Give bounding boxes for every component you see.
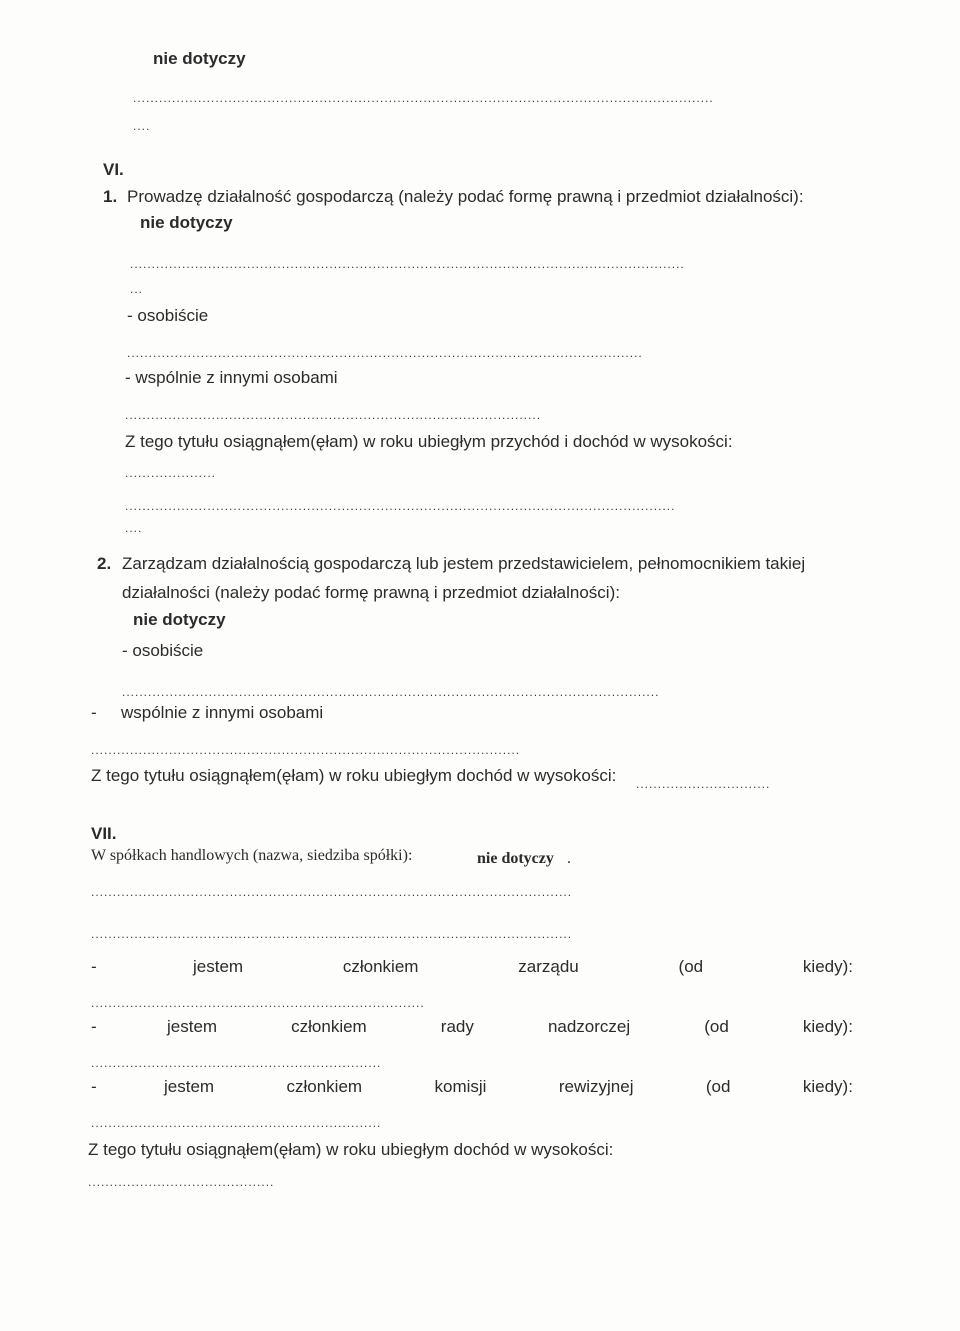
fill-line: ....................................................................................................................... bbox=[127, 347, 643, 359]
word: (od bbox=[678, 957, 704, 976]
status-not-applicable: nie dotyczy bbox=[133, 610, 226, 629]
companies-label: W spółkach handlowych (nazwa, siedziba spółki): bbox=[91, 847, 413, 864]
management-question-line1: Zarządzam działalnością gospodarczą lub jestem przedstawicielem, pełnomocnikiem takiej bbox=[122, 554, 806, 573]
audit-committee-row bbox=[164, 1077, 853, 1097]
word: kiedy): bbox=[802, 957, 853, 976]
dash: - bbox=[91, 957, 97, 976]
word: (od bbox=[705, 1077, 731, 1096]
period: . bbox=[567, 850, 571, 867]
fill-line: ............................... bbox=[636, 778, 771, 790]
fill-line: ... bbox=[130, 283, 144, 295]
word: jestem bbox=[164, 1077, 215, 1096]
word: jestem bbox=[193, 957, 244, 976]
fill-line: .... bbox=[133, 120, 151, 132]
dash: - bbox=[91, 1077, 97, 1096]
joint-label: wspólnie z innymi osobami bbox=[121, 703, 324, 722]
item-number: 1. bbox=[103, 187, 118, 206]
dash: - bbox=[91, 703, 97, 722]
section-heading-vii: VII. bbox=[91, 824, 117, 843]
fill-line: ...................................................................................................................................... bbox=[133, 92, 714, 104]
section-heading-vi: VI. bbox=[103, 160, 124, 179]
word: rady bbox=[440, 1017, 474, 1036]
income-label: Z tego tytułu osiągnąłem(ęłam) w roku ubiegłym dochód w wysokości: bbox=[91, 766, 617, 785]
word: komisji bbox=[434, 1077, 487, 1096]
business-activity-question: Prowadzę działalność gospodarczą (należy podać formę prawną i przedmiot działalności): bbox=[127, 187, 804, 206]
supervisory-board-row bbox=[167, 1017, 853, 1037]
board-member-row bbox=[193, 957, 853, 977]
dash: - bbox=[91, 1017, 97, 1036]
fill-line: ............................................................................. bbox=[91, 997, 425, 1009]
status-not-applicable: nie dotyczy bbox=[140, 213, 233, 232]
word: zarządu bbox=[518, 957, 579, 976]
word: nadzorczej bbox=[547, 1017, 631, 1036]
personal-label: - osobiście bbox=[122, 641, 204, 660]
status-not-applicable: nie dotyczy bbox=[477, 850, 554, 867]
personal-label: - osobiście bbox=[127, 306, 209, 325]
status-not-applicable: nie dotyczy bbox=[153, 49, 246, 68]
fill-line: ........................................... bbox=[88, 1176, 275, 1188]
fill-line: ............................................................................................................................... bbox=[125, 500, 676, 512]
management-question-line2: działalności (należy podać formę prawną i przedmiot działalności): bbox=[122, 583, 620, 602]
word: (od bbox=[704, 1017, 729, 1036]
word: członkiem bbox=[286, 1077, 363, 1096]
fill-line: ..................... bbox=[125, 467, 217, 479]
fill-line: ............................................................................................................... bbox=[91, 886, 573, 898]
fill-line: ............................................................................................................... bbox=[91, 928, 573, 940]
word: kiedy): bbox=[802, 1017, 853, 1036]
income-label: Z tego tytułu osiągnąłem(ęłam) w roku ubiegłym przychód i dochód w wysokości: bbox=[125, 432, 733, 451]
word: członkiem bbox=[291, 1017, 367, 1036]
word: rewizyjnej bbox=[558, 1077, 634, 1096]
word: jestem bbox=[167, 1017, 218, 1036]
fill-line: .... bbox=[125, 522, 143, 534]
fill-line: ............................................................................................................................ bbox=[122, 686, 660, 698]
word: członkiem bbox=[342, 957, 419, 976]
fill-line: ................................................................................................ bbox=[125, 409, 542, 421]
fill-line: ................................................................................................................................ bbox=[130, 258, 685, 270]
fill-line: ................................................................... bbox=[91, 1117, 382, 1129]
item-number: 2. bbox=[97, 554, 112, 573]
fill-line: ................................................................................................... bbox=[91, 744, 521, 756]
joint-label: - wspólnie z innymi osobami bbox=[125, 368, 338, 387]
income-label: Z tego tytułu osiągnąłem(ęłam) w roku ubiegłym dochód w wysokości: bbox=[88, 1140, 614, 1159]
fill-line: ................................................................... bbox=[91, 1057, 382, 1069]
word: kiedy): bbox=[802, 1077, 853, 1096]
